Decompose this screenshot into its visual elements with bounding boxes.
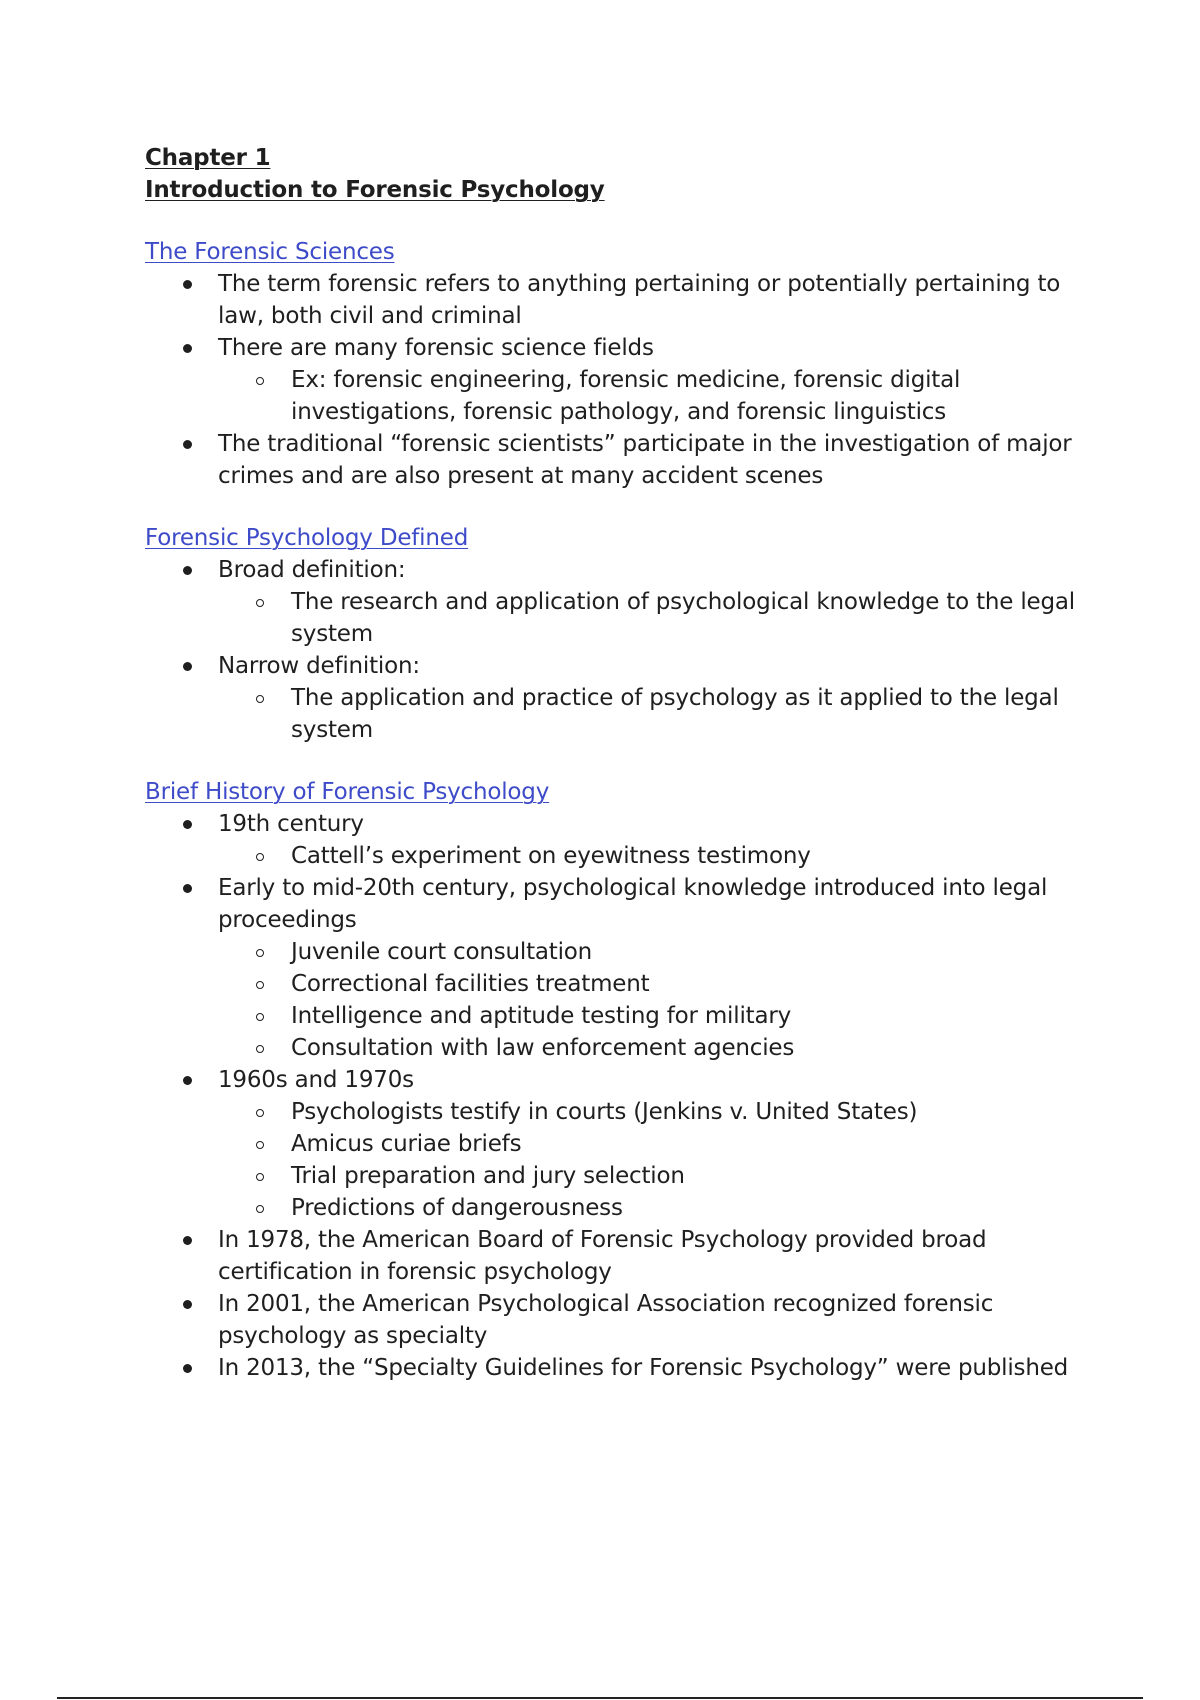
bullet-icon	[183, 1364, 192, 1373]
sub-list-item	[218, 968, 1105, 1000]
list-item	[145, 1288, 1105, 1352]
hollow-bullet-icon	[256, 695, 264, 703]
sub-list	[218, 936, 1105, 1064]
list-item	[145, 1064, 1105, 1224]
list-item-text: 19th century	[218, 811, 364, 837]
sub-list-item	[218, 1000, 1105, 1032]
list-item	[145, 872, 1105, 1064]
sub-list-item-text: Correctional facilities treatment	[291, 971, 650, 997]
hollow-bullet-icon	[256, 377, 264, 385]
sub-list-item-text: Predictions of dangerousness	[291, 1195, 623, 1221]
list-item-text: The traditional “forensic scientists” participate in the investigation of major crimes and are also present at many accident scenes	[218, 431, 1072, 489]
sub-list-item	[218, 840, 1105, 872]
sub-list	[218, 364, 1105, 428]
page-bottom-divider	[57, 1697, 1143, 1699]
sub-list-item	[218, 682, 1105, 746]
sub-list-item-text: The application and practice of psychology as it applied to the legal system	[291, 685, 1059, 743]
list-item	[145, 1352, 1105, 1384]
section-heading-forensic-sciences[interactable]: The Forensic Sciences	[145, 239, 395, 265]
bullet-icon	[183, 440, 192, 449]
bullet-icon	[183, 662, 192, 671]
sub-list-item	[218, 1160, 1105, 1192]
list-item-text: Early to mid-20th century, psychological knowledge introduced into legal proceedings	[218, 875, 1048, 933]
sub-list	[218, 840, 1105, 872]
bullet-icon	[183, 1076, 192, 1085]
bullet-icon	[183, 344, 192, 353]
sub-list-item-text: The research and application of psychological knowledge to the legal system	[291, 589, 1075, 647]
list-item-text: In 2013, the “Specialty Guidelines for Forensic Psychology” were published	[218, 1355, 1069, 1381]
section-forensic-sciences	[145, 236, 1105, 492]
sub-list-item	[218, 364, 1105, 428]
sub-list-item-text: Juvenile court consultation	[291, 939, 593, 965]
bullet-icon	[183, 884, 192, 893]
bullet-icon	[183, 1300, 192, 1309]
sub-list-item-text: Trial preparation and jury selection	[291, 1163, 685, 1189]
list-item-text: The term forensic refers to anything pertaining or potentially pertaining to law, both civil and criminal	[218, 271, 1061, 329]
bullet-icon	[183, 566, 192, 575]
section-heading-history[interactable]: Brief History of Forensic Psychology	[145, 779, 550, 805]
sub-list	[218, 1096, 1105, 1224]
hollow-bullet-icon	[256, 1045, 264, 1053]
sub-list-item-text: Intelligence and aptitude testing for military	[291, 1003, 792, 1029]
list-item	[145, 650, 1105, 746]
sub-list-item	[218, 936, 1105, 968]
chapter-number: Chapter 1	[145, 145, 271, 171]
section-brief-history	[145, 776, 1105, 1384]
hollow-bullet-icon	[256, 1013, 264, 1021]
bullet-list	[145, 808, 1105, 1384]
sub-list-item	[218, 586, 1105, 650]
list-item	[145, 332, 1105, 428]
list-item	[145, 554, 1105, 650]
sub-list-item	[218, 1128, 1105, 1160]
bullet-icon	[183, 1236, 192, 1245]
list-item-text: Narrow definition:	[218, 653, 420, 679]
hollow-bullet-icon	[256, 853, 264, 861]
list-item-text: In 1978, the American Board of Forensic Psychology provided broad certification in forensic psychology	[218, 1227, 987, 1285]
sub-list-item-text: Psychologists testify in courts (Jenkins v. United States)	[291, 1099, 918, 1125]
bullet-icon	[183, 820, 192, 829]
list-item	[145, 428, 1105, 492]
hollow-bullet-icon	[256, 1205, 264, 1213]
list-item-text: 1960s and 1970s	[218, 1067, 414, 1093]
list-item-text: There are many forensic science fields	[218, 335, 654, 361]
sub-list	[218, 586, 1105, 650]
chapter-title: Introduction to Forensic Psychology	[145, 177, 605, 203]
hollow-bullet-icon	[256, 1141, 264, 1149]
sub-list-item-text: Amicus curiae briefs	[291, 1131, 522, 1157]
bullet-list	[145, 268, 1105, 492]
hollow-bullet-icon	[256, 1109, 264, 1117]
list-item	[145, 1224, 1105, 1288]
bullet-icon	[183, 280, 192, 289]
sub-list-item-text: Ex: forensic engineering, forensic medicine, forensic digital investigations, forensic pathology, and forensic linguistics	[291, 367, 961, 425]
sub-list-item	[218, 1032, 1105, 1064]
sub-list	[218, 682, 1105, 746]
sub-list-item-text: Consultation with law enforcement agencies	[291, 1035, 795, 1061]
bullet-list	[145, 554, 1105, 746]
list-item	[145, 268, 1105, 332]
document-page	[145, 142, 1105, 1384]
list-item-text: In 2001, the American Psychological Association recognized forensic psychology as specialty	[218, 1291, 994, 1349]
section-heading-defined[interactable]: Forensic Psychology Defined	[145, 525, 469, 551]
list-item-text: Broad definition:	[218, 557, 406, 583]
hollow-bullet-icon	[256, 599, 264, 607]
hollow-bullet-icon	[256, 949, 264, 957]
hollow-bullet-icon	[256, 1173, 264, 1181]
sub-list-item-text: Cattell’s experiment on eyewitness testimony	[291, 843, 811, 869]
list-item	[145, 808, 1105, 872]
hollow-bullet-icon	[256, 981, 264, 989]
sub-list-item	[218, 1192, 1105, 1224]
sub-list-item	[218, 1096, 1105, 1128]
section-forensic-psychology-defined	[145, 522, 1105, 746]
